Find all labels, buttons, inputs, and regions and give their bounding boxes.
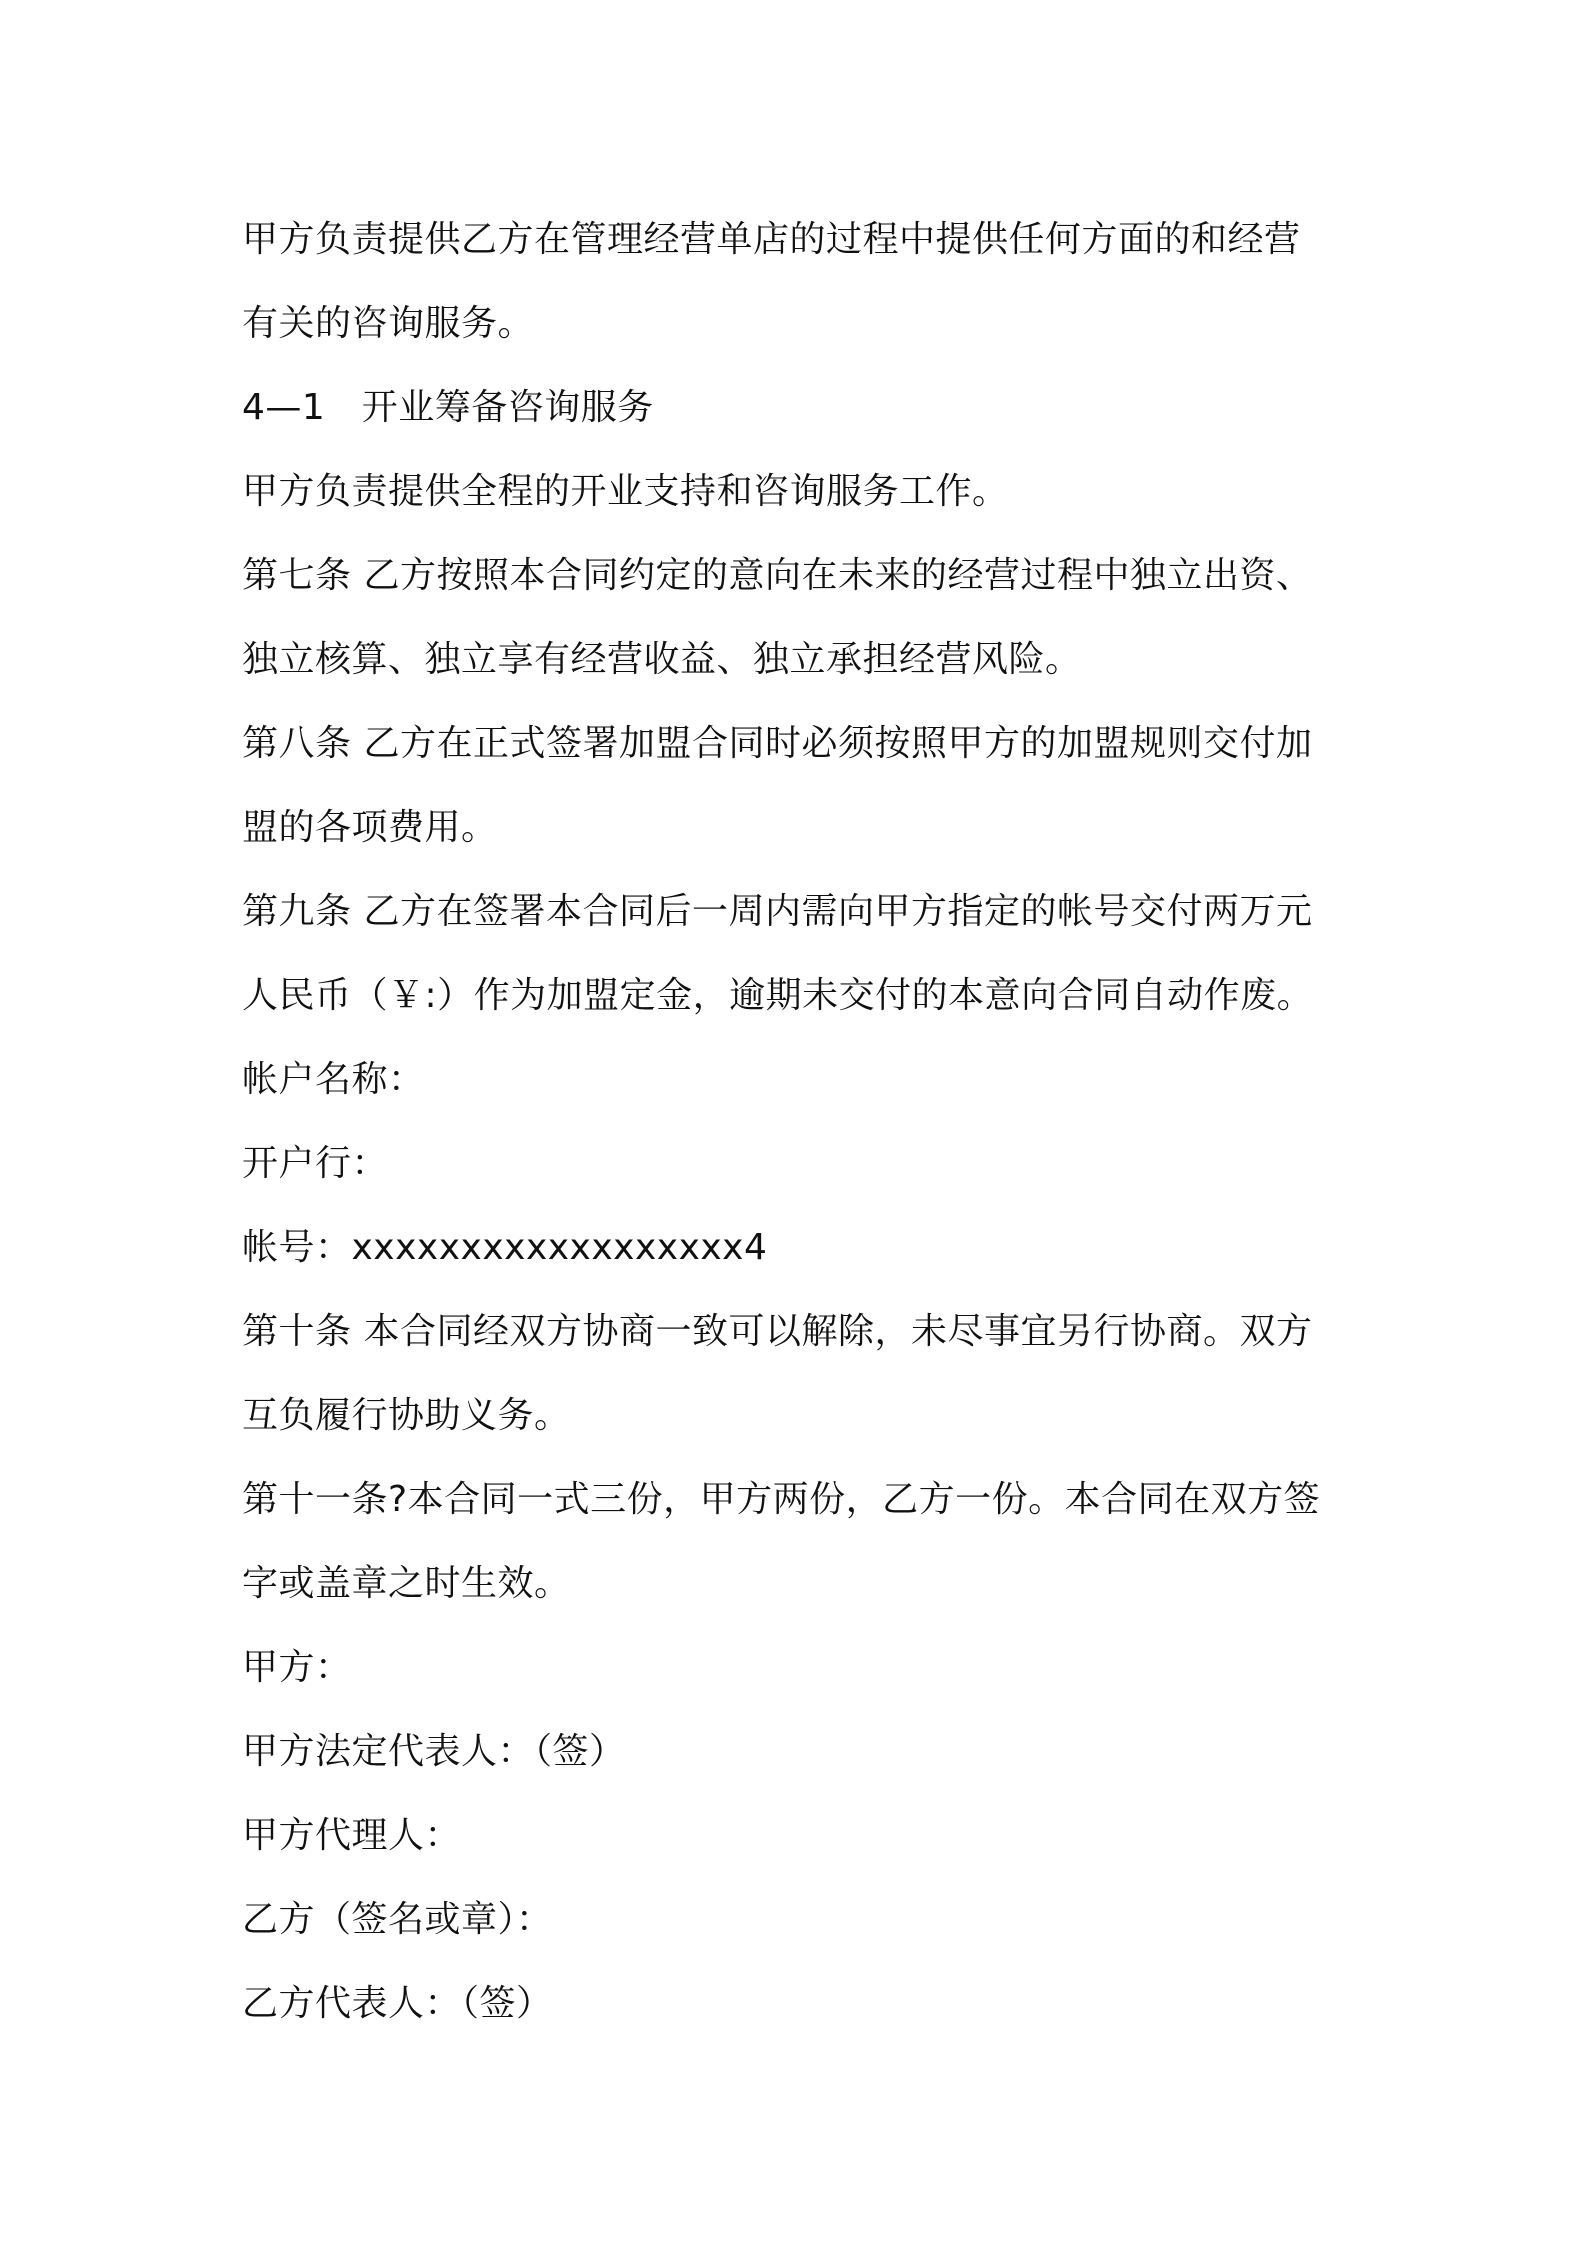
text-line: 字或盖章之时生效。 bbox=[242, 1563, 571, 1604]
party-a-label: 甲方： bbox=[242, 1647, 352, 1688]
clause-9: 第九条 乙方在签署本合同后一周内需向甲方指定的帐号交付两万元 bbox=[242, 891, 1313, 932]
party-b-rep: 乙方代表人：（签） bbox=[242, 1983, 553, 2024]
text-line: 互负履行协助义务。 bbox=[242, 1395, 571, 1436]
party-a-legal-rep: 甲方法定代表人：（签） bbox=[242, 1731, 626, 1772]
text-line: 甲方负责提供乙方在管理经营单店的过程中提供任何方面的和经营 bbox=[242, 219, 1301, 260]
clause-11: 第十一条?本合同一式三份，甲方两份，乙方一份。本合同在双方签 bbox=[242, 1479, 1321, 1520]
text-line: 独立核算、独立享有经营收益、独立承担经营风险。 bbox=[242, 639, 1082, 680]
text-line: 盟的各项费用。 bbox=[242, 807, 498, 848]
account-number-field: 帐号：xxxxxxxxxxxxxxxxxx4 bbox=[242, 1227, 768, 1268]
party-b-signature: 乙方（签名或章）： bbox=[242, 1899, 553, 1940]
clause-10: 第十条 本合同经双方协商一致可以解除，未尽事宜另行协商。双方 bbox=[242, 1311, 1313, 1352]
document-body bbox=[242, 198, 1362, 2046]
party-a-agent: 甲方代理人： bbox=[242, 1815, 462, 1856]
bank-field: 开户行： bbox=[242, 1143, 389, 1184]
text-line: 人民币（￥:）作为加盟定金，逾期未交付的本意向合同自动作废。 bbox=[242, 975, 1314, 1016]
text-line: 有关的咨询服务。 bbox=[242, 303, 535, 344]
clause-7: 第七条 乙方按照本合同约定的意向在未来的经营过程中独立出资、 bbox=[242, 555, 1313, 596]
section-heading: 4—1 开业筹备咨询服务 bbox=[242, 387, 654, 428]
clause-8: 第八条 乙方在正式签署加盟合同时必须按照甲方的加盟规则交付加 bbox=[242, 723, 1313, 764]
account-name-field: 帐户名称： bbox=[242, 1059, 425, 1100]
text-line: 甲方负责提供全程的开业支持和咨询服务工作。 bbox=[242, 471, 1009, 512]
